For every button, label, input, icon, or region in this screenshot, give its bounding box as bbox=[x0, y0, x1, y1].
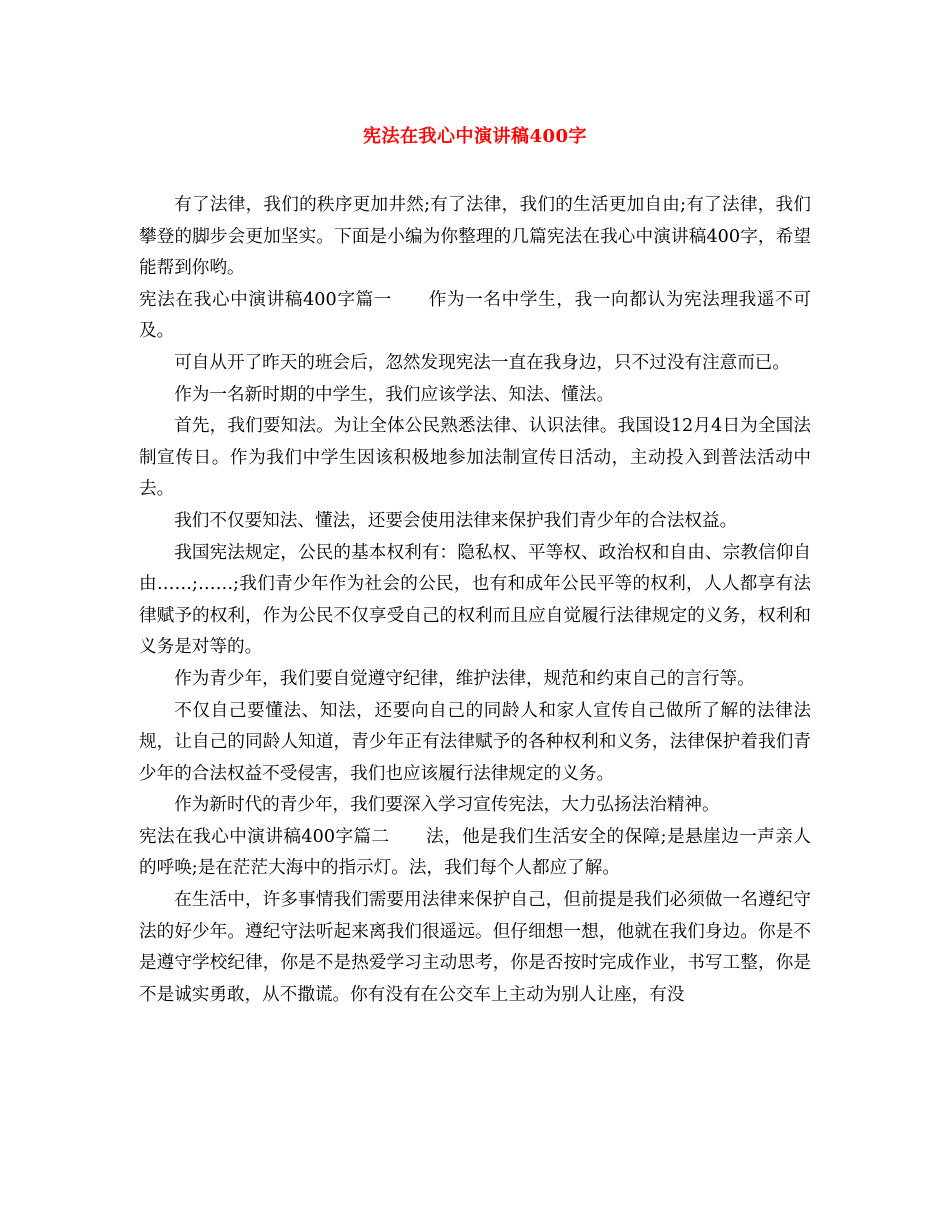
section-two bbox=[139, 822, 811, 885]
section-one bbox=[139, 285, 811, 348]
body-paragraph: 作为一名新时期的中学生，我们应该学法、知法、懂法。 bbox=[174, 384, 615, 405]
intro-paragraph: 有了法律，我们的秩序更加井然;有了法律，我们的生活更加自由;有了法律，我们攀登的脚步会更加坚实。下面是小编为你整理的几篇宪法在我心中演讲稿400字，希望能帮到你哟。 bbox=[139, 195, 811, 279]
body-paragraph: 在生活中，许多事情我们需要用法律来保护自己，但前提是我们必须做一名遵纪守法的好少年。遵纪守法听起来离我们很遥远。但仔细想一想，他就在我们身边。你是不是遵守学校纪律，你是不是热爱学习主动思考，你是否按时完成作业，书写工整，你是不是诚实勇敢，从不撒谎。你有没有在公交车上主动为别人让座，有没 bbox=[139, 890, 811, 1005]
section-lead-text: 作为一名中学生，我一向都认为宪法理我遥不可及。 bbox=[139, 289, 811, 342]
section-heading: 宪法在我心中演讲稿400字篇一 bbox=[139, 289, 393, 310]
body-paragraph: 我国宪法规定，公民的基本权利有：隐私权、平等权、政治权和自由、宗教信仰自由……;……;我们青少年作为社会的公民，也有和成年公民平等的权利，人人都享有法律赋予的权利，作为公民不仅享受自己的权利而且应自觉履行法律规定的义务，权利和义务是对等的。 bbox=[139, 542, 811, 658]
section-heading: 宪法在我心中演讲稿400字篇二 bbox=[139, 826, 390, 847]
body-paragraph: 不仅自己要懂法、知法，还要向自己的同龄人和家人宣传自己做所了解的法律法规，让自己的同龄人知道，青少年正有法律赋予的各种权利和义务，法律保护着我们青少年的合法权益不受侵害，我们也应该履行法律规定的义务。 bbox=[139, 700, 811, 784]
section-lead-text: 法，他是我们生活安全的保障;是悬崖边一声亲人的呼唤;是在茫茫大海中的指示灯。法，我们每个人都应了解。 bbox=[139, 826, 811, 879]
document-body bbox=[139, 190, 811, 1011]
body-paragraph: 可自从开了昨天的班会后，忽然发现宪法一直在我身边，只不过没有注意而已。 bbox=[174, 352, 790, 373]
body-paragraph: 首先，我们要知法。为让全体公民熟悉法律、认识法律。我国设12月4日为全国法制宣传日。作为我们中学生因该积极地参加法制宣传日活动，主动投入到普法活动中去。 bbox=[139, 416, 811, 500]
body-paragraph: 我们不仅要知法、懂法，还要会使用法律来保护我们青少年的合法权益。 bbox=[174, 510, 738, 531]
body-paragraph: 作为青少年，我们要自觉遵守纪律，维护法律，规范和约束自己的言行等。 bbox=[174, 668, 755, 689]
body-paragraph: 作为新时代的青少年，我们要深入学习宣传宪法，大力弘扬法治精神。 bbox=[174, 795, 720, 816]
document-title: 宪法在我心中演讲稿400字 bbox=[362, 126, 588, 147]
